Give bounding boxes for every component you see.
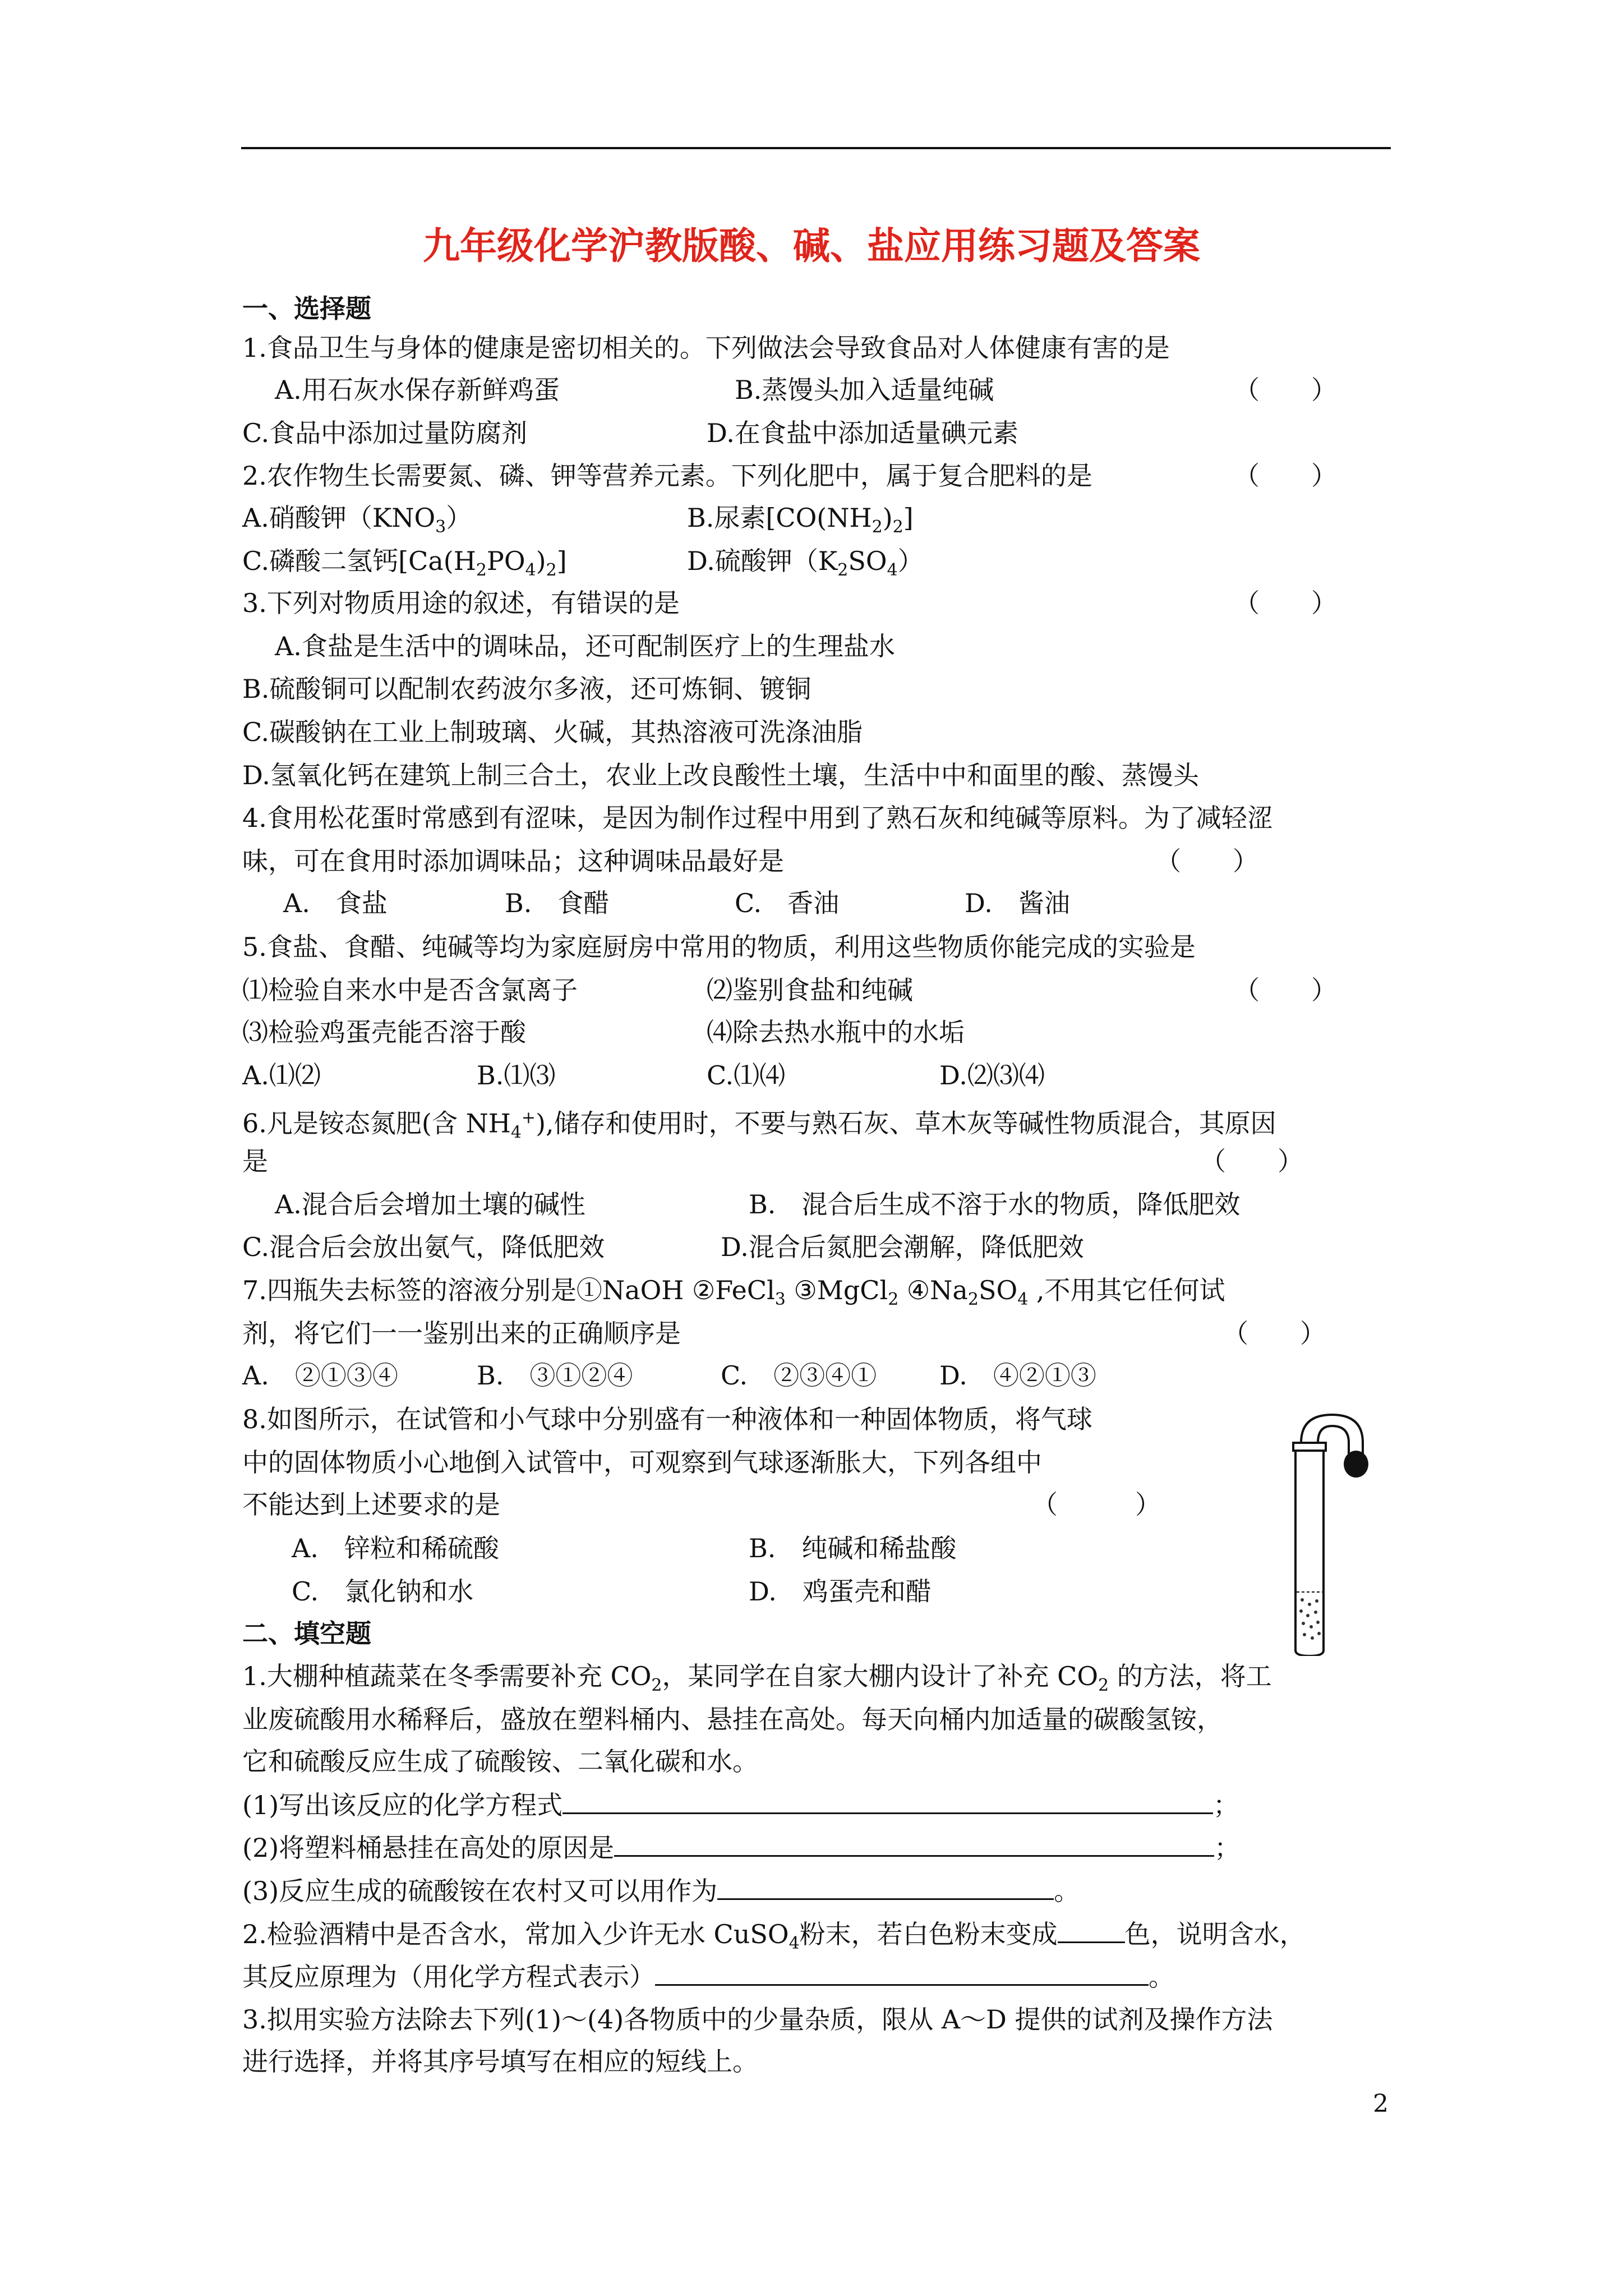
page-number: 2 xyxy=(1373,2090,1389,2118)
q6-option-c: C.混合后会放出氨气，降低肥效 xyxy=(242,1232,605,1262)
q4-answer-paren: （ ） xyxy=(1155,846,1258,876)
q5-item-3: ⑶检验鸡蛋壳能否溶于酸 xyxy=(242,1017,526,1047)
q3-answer-paren: （ ） xyxy=(1234,588,1337,618)
q8-stem-line3: 不能达到上述要求的是 xyxy=(242,1489,500,1520)
q7-option-b: B. ③①②④ xyxy=(477,1360,633,1391)
q8-stem-line2: 中的固体物质小心地倒入试管中，可观察到气球逐渐胀大，下列各组中 xyxy=(242,1447,1042,1478)
f3-line2: 进行选择，并将其序号填写在相应的短线上。 xyxy=(242,2046,758,2077)
f1-sub2: (2)将塑料桶悬挂在高处的原因是 ； xyxy=(242,1830,1240,1865)
f1-answer-blank-1[interactable] xyxy=(562,1788,1213,1814)
q7-stem-line2: 剂，将它们一一鉴别出来的正确顺序是 xyxy=(242,1318,681,1349)
q5-item-4: ⑷除去热水瓶中的水垢 xyxy=(707,1017,965,1047)
q5-option-d: D.⑵⑶⑷ xyxy=(939,1060,1045,1091)
f1-answer-blank-3[interactable] xyxy=(717,1874,1054,1900)
q5-item-1: ⑴检验自来水中是否含氯离子 xyxy=(242,975,578,1005)
q6-option-a: A.混合后会增加土壤的碱性 xyxy=(275,1189,585,1220)
solid-in-tube xyxy=(1299,1598,1321,1640)
q8-option-b: B. 纯碱和稀盐酸 xyxy=(749,1533,957,1563)
q4-option-c: C. 香油 xyxy=(735,888,840,918)
f1-line3: 它和硫酸反应生成了硫酸铵、二氧化碳和水。 xyxy=(242,1746,758,1777)
q1-option-c: C.食品中添加过量防腐剂 xyxy=(242,418,528,448)
q5-option-c: C.⑴⑷ xyxy=(707,1060,786,1091)
q7-option-d: D. ④②①③ xyxy=(939,1360,1096,1391)
f1-sub3: (3)反应生成的硫酸铵在农村又可以用作为 。 xyxy=(242,1874,1080,1908)
tube-rim xyxy=(1293,1443,1326,1451)
q2-answer-paren: （ ） xyxy=(1234,461,1337,491)
q5-option-a: A.⑴⑵ xyxy=(242,1060,321,1091)
balloon-icon xyxy=(1344,1451,1368,1478)
q1-answer-paren: （ ） xyxy=(1234,375,1337,405)
q2-option-c: C.磷酸二氢钙$[Ca(H_2PO_4)_2]$ xyxy=(242,546,567,581)
q8-answer-paren: （ ） xyxy=(1032,1489,1161,1520)
q8-option-a: A. 锌粒和稀硫酸 xyxy=(292,1533,499,1563)
f1-line1: 1.大棚种植蔬菜在冬季需要补充 $CO_2$，某同学在自家大棚内设计了补充 $CO_2$ 的方法，将工 xyxy=(242,1661,1272,1696)
q3-stem: 3.下列对物质用途的叙述，有错误的是 xyxy=(242,588,680,618)
q1-stem: 1.食品卫生与身体的健康是密切相关的。下列做法会导致食品对人体健康有害的是 xyxy=(242,333,1170,363)
q4-stem-line2: 味，可在食用时添加调味品；这种调味品最好是 xyxy=(242,846,784,876)
test-tube-balloon-figure xyxy=(1256,1409,1402,1656)
q6-option-b: B. 混合后生成不溶于水的物质，降低肥效 xyxy=(749,1189,1241,1220)
q3-option-a: A.食盐是生活中的调味品，还可配制医疗上的生理盐水 xyxy=(275,631,895,661)
q4-stem-line1: 4.食用松花蛋时常感到有涩味，是因为制作过程中用到了熟石灰和纯碱等原料。为了减轻涩 xyxy=(242,803,1273,833)
q4-option-d: D. 酱油 xyxy=(965,888,1070,918)
f1-answer-blank-2[interactable] xyxy=(614,1830,1214,1857)
q7-answer-paren: （ ） xyxy=(1223,1318,1326,1349)
q4-option-a: A. 食盐 xyxy=(283,888,388,918)
q6-answer-paren: （ ） xyxy=(1200,1146,1303,1176)
q2-option-a: A.硝酸钾$(KNO_3)$ xyxy=(242,503,472,537)
q5-item-2: ⑵鉴别食盐和纯碱 xyxy=(707,975,913,1005)
q4-option-b: B. 食醋 xyxy=(505,888,610,918)
document-title: 九年级化学沪教版酸、碱、盐应用练习题及答案 xyxy=(423,224,1200,268)
q7-option-c: C. ②③④① xyxy=(721,1360,877,1391)
f2-line2: 其反应原理为（用化学方程式表示） 。 xyxy=(242,1959,1174,1994)
q2-option-d: D.硫酸钾$(K_2SO_4)$ xyxy=(687,546,924,581)
top-rule xyxy=(241,147,1391,149)
q3-option-c: C.碳酸钠在工业上制玻璃、火碱，其热溶液可洗涤油脂 xyxy=(242,717,863,747)
f3-line1: 3.拟用实验方法除去下列(1)～(4)各物质中的少量杂质，限从 A～D 提供的试剂及操作方法 xyxy=(242,2004,1273,2035)
q5-option-b: B.⑴⑶ xyxy=(477,1060,556,1091)
f1-line2: 业废硫酸用水稀释后，盛放在塑料桶内、悬挂在高处。每天向桶内加适量的碳酸氢铵， xyxy=(242,1704,1223,1734)
q6-stem-line2: 是 xyxy=(242,1146,268,1176)
q8-option-c: C. 氯化钠和水 xyxy=(292,1576,474,1607)
q2-option-b: B.尿素$[CO(NH_2)_2]$ xyxy=(687,503,914,537)
f1-sub1: (1)写出该反应的化学方程式 ； xyxy=(242,1788,1239,1822)
section-heading-choice: 一、选择题 xyxy=(242,293,371,324)
section-heading-fill: 二、填空题 xyxy=(242,1618,371,1649)
f2-line1: 2.检验酒精中是否含水，常加入少许无水 CuSO$_4$粉末，若白色粉末变成 色，说明含水， xyxy=(242,1917,1306,1961)
q3-option-d: D.氢氧化钙在建筑上制三合土，农业上改良酸性土壤，生活中中和面里的酸、蒸馒头 xyxy=(242,760,1199,790)
f2-color-blank[interactable] xyxy=(1058,1917,1125,1943)
q1-option-a: A.用石灰水保存新鲜鸡蛋 xyxy=(275,375,560,405)
q7-option-a: A. ②①③④ xyxy=(242,1360,398,1391)
q2-stem: 2.农作物生长需要氮、磷、钾等营养元素。下列化肥中，属于复合肥料的是 xyxy=(242,461,1092,491)
q7-stem-line1: 7.四瓶失去标签的溶液分别是①NaOH ②FeCl$_3$ ③MgCl$_2$ $④Na_2SO_4$ ,不用其它任何试 xyxy=(242,1275,1225,1310)
f2-equation-blank[interactable] xyxy=(655,1959,1149,1986)
q1-option-d: D.在食盐中添加适量碘元素 xyxy=(707,418,1018,448)
q6-stem-line1: 6.凡是铵态氮肥(含 $NH_4^+$),储存和使用时，不要与熟石灰、草木灰等碱性物质混合，其原因 xyxy=(242,1108,1276,1143)
q8-option-d: D. 鸡蛋壳和醋 xyxy=(749,1576,932,1607)
q3-option-b: B.硫酸铜可以配制农药波尔多液，还可炼铜、镀铜 xyxy=(242,674,811,704)
q1-option-b: B.蒸馒头加入适量纯碱 xyxy=(735,375,994,405)
q8-stem-line1: 8.如图所示，在试管和小气球中分别盛有一种液体和一种固体物质，将气球 xyxy=(242,1404,1092,1434)
q5-stem: 5.食盐、食醋、纯碱等均为家庭厨房中常用的物质，利用这些物质你能完成的实验是 xyxy=(242,932,1196,962)
q6-option-d: D.混合后氮肥会潮解，降低肥效 xyxy=(721,1232,1084,1262)
q5-answer-paren: （ ） xyxy=(1234,975,1337,1005)
